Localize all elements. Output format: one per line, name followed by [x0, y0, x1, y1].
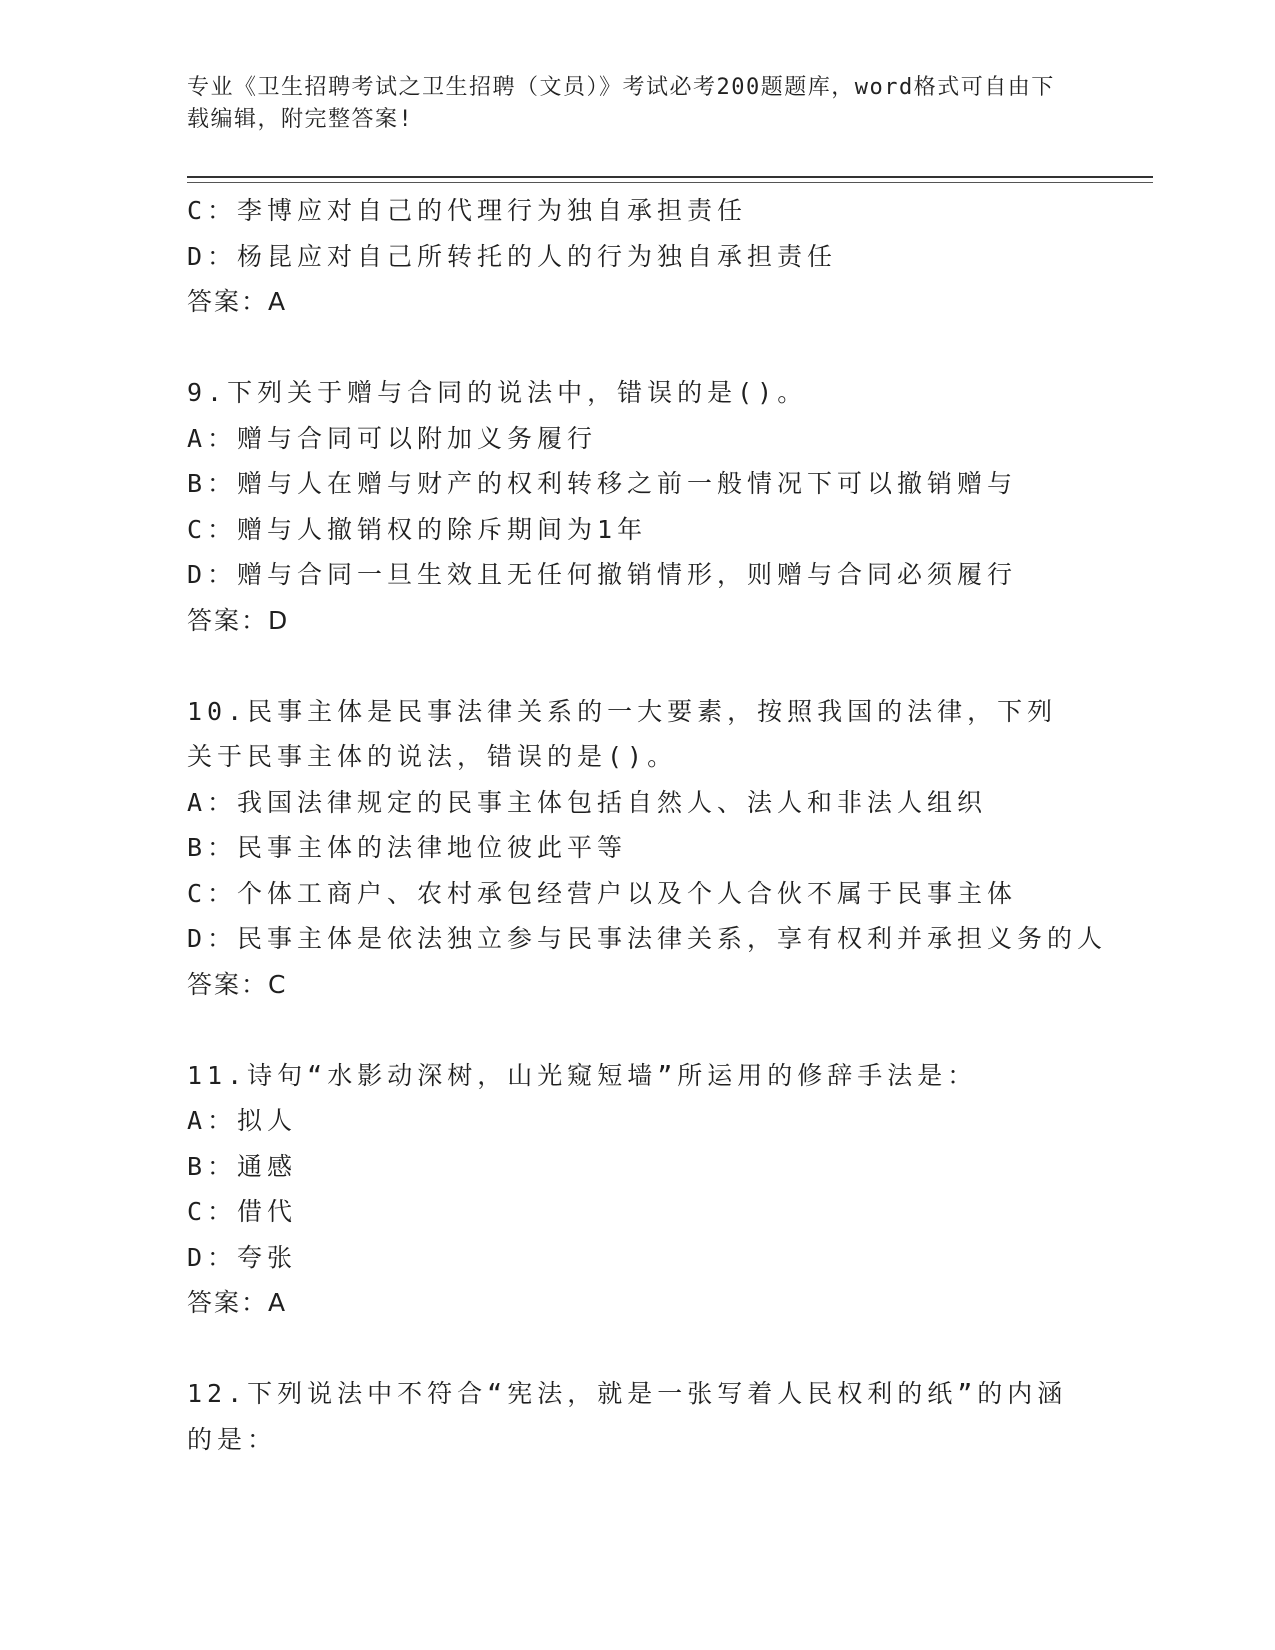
option-c: C：李博应对自己的代理行为独自承担责任 — [187, 196, 748, 225]
option-d: D：民事主体是依法独立参与民事法律关系，享有权利并承担义务的人 — [187, 924, 1108, 953]
option-d: D：夸张 — [187, 1242, 298, 1272]
option-b: B：通感 — [187, 1151, 298, 1181]
spacer — [187, 643, 1077, 689]
question-stem: 11.诗句“水影动深树，山光窥短墙”所运用的修辞手法是： — [187, 1060, 978, 1090]
option-d: D：赠与合同一旦生效且无任何撤销情形，则赠与合同必须履行 — [187, 560, 1018, 589]
question-stem: 10.民事主体是民事法律关系的一大要素，按照我国的法律，下列关于民事主体的说法，错误的是()。 — [187, 696, 1058, 771]
spacer — [187, 325, 1077, 371]
question-12 — [187, 1371, 1077, 1462]
option-d: D：杨昆应对自己所转托的人的行为独自承担责任 — [187, 241, 838, 271]
option-a: A：拟人 — [187, 1106, 298, 1135]
answer: 答案：D — [187, 605, 290, 635]
question-10 — [187, 689, 1108, 1008]
question-11 — [187, 1053, 1077, 1326]
question-stem: 12.下列说法中不符合“宪法，就是一张写着人民权利的纸”的内涵的是： — [187, 1379, 1068, 1454]
option-b: B：赠与人在赠与财产的权利转移之前一般情况下可以撤销赠与 — [187, 469, 1018, 498]
answer: 答案：C — [187, 969, 288, 999]
header-divider-thin — [187, 182, 1153, 183]
option-a: A：赠与合同可以附加义务履行 — [187, 423, 598, 453]
option-b: B：民事主体的法律地位彼此平等 — [187, 833, 628, 862]
header-divider-thick — [187, 176, 1153, 178]
option-c: C：赠与人撤销权的除斥期间为1年 — [187, 514, 648, 544]
spacer — [187, 1326, 1077, 1372]
question-9 — [187, 370, 1077, 643]
answer: 答案：A — [187, 1288, 288, 1317]
document-title: 专业《卫生招聘考试之卫生招聘（文员）》考试必考200题题库，word格式可自由下载编辑，附完整答案! — [187, 75, 1055, 132]
spacer — [187, 1007, 1077, 1053]
question-content — [187, 188, 1108, 1462]
question-stem: 9.下列关于赠与合同的说法中，错误的是()。 — [187, 378, 808, 407]
option-a: A：我国法律规定的民事主体包括自然人、法人和非法人组织 — [187, 787, 988, 817]
carryover-block — [187, 188, 1077, 325]
option-c: C：借代 — [187, 1197, 298, 1226]
answer: 答案：A — [187, 287, 288, 316]
option-c: C：个体工商户、农村承包经营户以及个人合伙不属于民事主体 — [187, 878, 1018, 908]
